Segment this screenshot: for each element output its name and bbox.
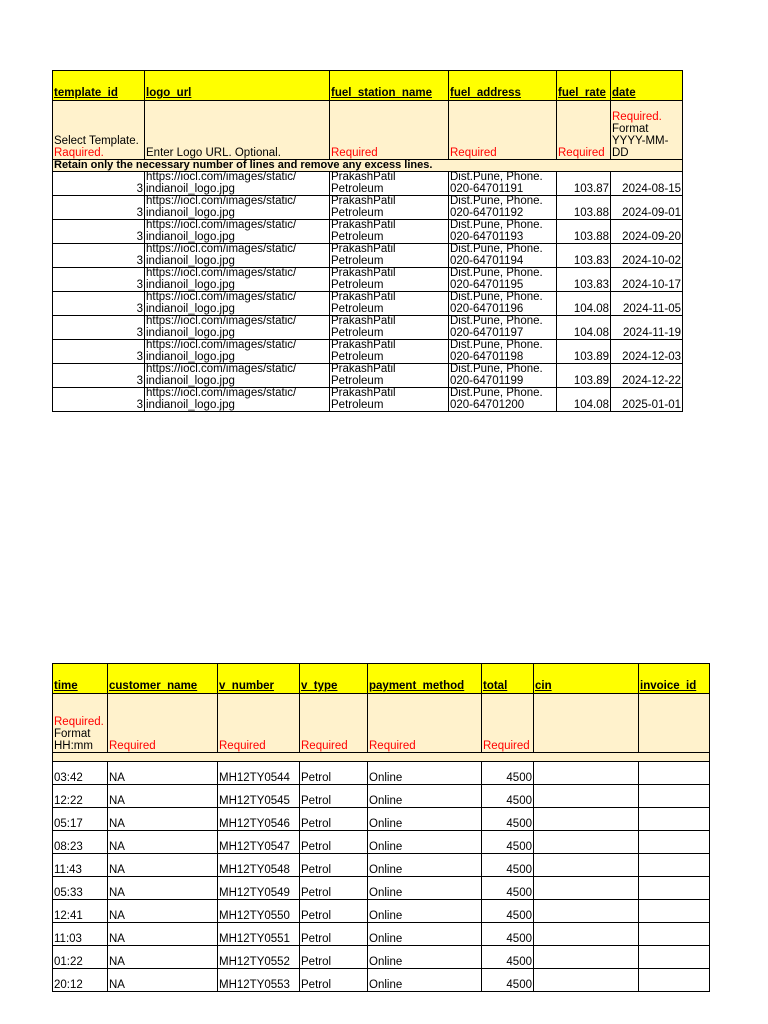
table-row (53, 854, 710, 877)
logo-url-cell[interactable]: https://iocl.com/images/static/ indianoil_logo.jpg (145, 220, 330, 244)
instruction-text: Select Template. (54, 135, 139, 147)
logo-url-instruction[interactable]: Enter Logo URL. Optional. (145, 101, 330, 160)
date-instruction[interactable] (611, 101, 683, 160)
header-fuel-rate[interactable]: fuel_rate (557, 71, 611, 101)
invoice-id-cell[interactable] (639, 969, 710, 992)
cin-cell[interactable] (534, 923, 639, 946)
payment-method-cell[interactable]: Online (368, 923, 482, 946)
header-invoice-id[interactable]: invoice_id (639, 664, 710, 694)
payment-method-cell[interactable]: Online (368, 808, 482, 831)
time-cell[interactable]: 03:42 (53, 762, 108, 785)
table-row (53, 923, 710, 946)
total-cell[interactable]: 4500 (482, 785, 534, 808)
v-type-cell[interactable]: Petrol (300, 762, 368, 785)
invoice-id-cell[interactable] (639, 877, 710, 900)
header-customer-name[interactable]: customer_name (108, 664, 218, 694)
customer-name-cell[interactable]: NA (108, 900, 218, 923)
customer-name-cell[interactable]: NA (108, 831, 218, 854)
total-cell[interactable]: 4500 (482, 923, 534, 946)
header-template-id[interactable]: template_id (53, 71, 145, 101)
header-cin[interactable]: cin (534, 664, 639, 694)
v-type-cell[interactable]: Petrol (300, 900, 368, 923)
v-type-cell[interactable]: Petrol (300, 808, 368, 831)
fuel-rate-cell[interactable]: 103.88 (557, 220, 611, 244)
payment-method-cell[interactable]: Online (368, 785, 482, 808)
v-number-cell[interactable]: MH12TY0547 (218, 831, 300, 854)
payment-method-cell[interactable]: Online (368, 831, 482, 854)
format-text: Format HH:mm (54, 728, 93, 752)
logo-url-cell[interactable]: https://iocl.com/images/static/ indianoil_logo.jpg (145, 364, 330, 388)
header-fuel-address[interactable]: fuel_address (449, 71, 557, 101)
transaction-table (52, 663, 710, 992)
v-type-instruction[interactable]: Required (300, 694, 368, 753)
table-row (53, 316, 683, 340)
v-type-cell[interactable]: Petrol (300, 923, 368, 946)
time-cell[interactable]: 11:03 (53, 923, 108, 946)
invoice-id-cell[interactable] (639, 785, 710, 808)
template-id-cell[interactable]: 3 (53, 196, 145, 220)
logo-url-cell[interactable]: https://iocl.com/images/static/ indianoil_logo.jpg (145, 172, 330, 196)
logo-url-cell[interactable]: https://iocl.com/images/static/ indianoil_logo.jpg (145, 388, 330, 412)
v-type-cell[interactable]: Petrol (300, 877, 368, 900)
fuel-station-name-cell[interactable]: PrakashPatil Petroleum (330, 388, 449, 412)
invoice-id-cell[interactable] (639, 900, 710, 923)
header-payment-method[interactable]: payment_method (368, 664, 482, 694)
fuel-rate-instruction[interactable]: Required (557, 101, 611, 160)
format-text: Format YYYY-MM-DD (612, 123, 669, 159)
header-v-type[interactable]: v_type (300, 664, 368, 694)
table-row (53, 762, 710, 785)
payment-method-cell[interactable]: Online (368, 877, 482, 900)
customer-name-cell[interactable]: NA (108, 762, 218, 785)
date-cell[interactable]: 2024-10-17 (611, 268, 683, 292)
v-type-cell[interactable]: Petrol (300, 946, 368, 969)
spacer-row (53, 753, 710, 762)
fuel-rate-cell[interactable]: 103.89 (557, 364, 611, 388)
v-number-cell[interactable]: MH12TY0549 (218, 877, 300, 900)
fuel-station-table (52, 70, 683, 412)
payment-method-cell[interactable]: Online (368, 854, 482, 877)
customer-name-cell[interactable]: NA (108, 785, 218, 808)
header-time[interactable]: time (53, 664, 108, 694)
spacer-cell (53, 753, 710, 762)
date-cell[interactable]: 2024-10-02 (611, 244, 683, 268)
date-cell[interactable]: 2024-12-22 (611, 364, 683, 388)
table-row (53, 831, 710, 854)
fuel-rate-cell[interactable]: 103.83 (557, 268, 611, 292)
v-number-cell[interactable]: MH12TY0545 (218, 785, 300, 808)
instruction-row (53, 101, 683, 160)
table-row (53, 244, 683, 268)
required-label: Required. (54, 716, 104, 728)
total-instruction[interactable]: Required (482, 694, 534, 753)
fuel-rate-cell[interactable]: 103.88 (557, 196, 611, 220)
v-number-cell[interactable]: MH12TY0553 (218, 969, 300, 992)
fuel-rate-cell[interactable]: 103.87 (557, 172, 611, 196)
date-cell[interactable]: 2024-09-20 (611, 220, 683, 244)
instruction-row (53, 694, 710, 753)
header-date[interactable]: date (611, 71, 683, 101)
required-label: Raquired. (54, 147, 104, 159)
fuel-station-name-cell[interactable]: PrakashPatil Petroleum (330, 220, 449, 244)
table-row (53, 808, 710, 831)
cin-cell[interactable] (534, 808, 639, 831)
fuel-station-name-cell[interactable]: PrakashPatil Petroleum (330, 292, 449, 316)
time-cell[interactable]: 01:22 (53, 946, 108, 969)
date-cell[interactable]: 2024-09-01 (611, 196, 683, 220)
fuel-station-name-cell[interactable]: PrakashPatil Petroleum (330, 316, 449, 340)
table-row (53, 364, 683, 388)
fuel-address-cell[interactable]: Dist.Pune, Phone. 020-64701191 (449, 172, 557, 196)
fuel-station-name-cell[interactable]: PrakashPatil Petroleum (330, 244, 449, 268)
note-row (53, 160, 683, 172)
total-cell[interactable]: 4500 (482, 969, 534, 992)
total-cell[interactable]: 4500 (482, 900, 534, 923)
fuel-rate-cell[interactable]: 104.08 (557, 316, 611, 340)
total-cell[interactable]: 4500 (482, 762, 534, 785)
fuel-station-name-instruction[interactable]: Required (330, 101, 449, 160)
template-id-cell[interactable]: 3 (53, 268, 145, 292)
logo-url-cell[interactable]: https://iocl.com/images/static/ indianoil_logo.jpg (145, 316, 330, 340)
table-row (53, 220, 683, 244)
payment-method-cell[interactable]: Online (368, 969, 482, 992)
template-id-cell[interactable]: 3 (53, 340, 145, 364)
fuel-station-name-cell[interactable]: PrakashPatil Petroleum (330, 268, 449, 292)
cin-cell[interactable] (534, 969, 639, 992)
invoice-id-cell[interactable] (639, 923, 710, 946)
cin-cell[interactable] (534, 785, 639, 808)
table-row (53, 196, 683, 220)
customer-name-cell[interactable]: NA (108, 969, 218, 992)
cin-cell[interactable] (534, 762, 639, 785)
table-row (53, 268, 683, 292)
invoice-id-cell[interactable] (639, 854, 710, 877)
header-v-number[interactable]: v_number (218, 664, 300, 694)
table-row (53, 946, 710, 969)
cin-cell[interactable] (534, 946, 639, 969)
date-cell[interactable]: 2024-11-19 (611, 316, 683, 340)
invoice-id-instruction[interactable] (639, 694, 710, 753)
v-type-cell[interactable]: Petrol (300, 969, 368, 992)
table-row (53, 877, 710, 900)
date-cell[interactable]: 2024-12-03 (611, 340, 683, 364)
template-id-cell[interactable]: 3 (53, 244, 145, 268)
fuel-address-cell[interactable]: Dist.Pune, Phone. 020-64701192 (449, 196, 557, 220)
customer-name-cell[interactable]: NA (108, 808, 218, 831)
table-row (53, 900, 710, 923)
fuel-address-cell[interactable]: Dist.Pune, Phone. 020-64701195 (449, 268, 557, 292)
header-fuel-station-name[interactable]: fuel_station_name (330, 71, 449, 101)
fuel-address-cell[interactable]: Dist.Pune, Phone. 020-64701198 (449, 340, 557, 364)
header-row (53, 71, 683, 101)
cin-cell[interactable] (534, 877, 639, 900)
customer-name-cell[interactable]: NA (108, 923, 218, 946)
table-row (53, 340, 683, 364)
payment-method-cell[interactable]: Online (368, 900, 482, 923)
fuel-station-name-cell[interactable]: PrakashPatil Petroleum (330, 172, 449, 196)
fuel-station-name-cell[interactable]: PrakashPatil Petroleum (330, 196, 449, 220)
table-row (53, 969, 710, 992)
invoice-id-cell[interactable] (639, 831, 710, 854)
header-total[interactable]: total (482, 664, 534, 694)
cin-cell[interactable] (534, 831, 639, 854)
v-number-instruction[interactable]: Required (218, 694, 300, 753)
fuel-station-name-cell[interactable]: PrakashPatil Petroleum (330, 340, 449, 364)
payment-method-instruction[interactable]: Required (368, 694, 482, 753)
date-cell[interactable]: 2024-08-15 (611, 172, 683, 196)
invoice-id-cell[interactable] (639, 762, 710, 785)
total-cell[interactable]: 4500 (482, 946, 534, 969)
v-number-cell[interactable]: MH12TY0552 (218, 946, 300, 969)
fuel-rate-cell[interactable]: 103.83 (557, 244, 611, 268)
fuel-address-cell[interactable]: Dist.Pune, Phone. 020-64701196 (449, 292, 557, 316)
time-cell[interactable]: 11:43 (53, 854, 108, 877)
fuel-station-name-cell[interactable]: PrakashPatil Petroleum (330, 364, 449, 388)
time-instruction[interactable] (53, 694, 108, 753)
fuel-address-cell[interactable]: Dist.Pune, Phone. 020-64701194 (449, 244, 557, 268)
cin-instruction[interactable] (534, 694, 639, 753)
payment-method-cell[interactable]: Online (368, 946, 482, 969)
table-row (53, 388, 683, 412)
required-label: Required. (612, 111, 662, 123)
customer-name-cell[interactable]: NA (108, 854, 218, 877)
v-type-cell[interactable]: Petrol (300, 785, 368, 808)
cin-cell[interactable] (534, 854, 639, 877)
v-type-cell[interactable]: Petrol (300, 854, 368, 877)
table-row (53, 292, 683, 316)
fuel-address-instruction[interactable]: Required (449, 101, 557, 160)
date-cell[interactable]: 2024-11-05 (611, 292, 683, 316)
time-cell[interactable]: 05:33 (53, 877, 108, 900)
v-number-cell[interactable]: MH12TY0550 (218, 900, 300, 923)
customer-name-cell[interactable]: NA (108, 877, 218, 900)
fuel-address-cell[interactable]: Dist.Pune, Phone. 020-64701199 (449, 364, 557, 388)
total-cell[interactable]: 4500 (482, 877, 534, 900)
template-id-instruction[interactable] (53, 101, 145, 160)
invoice-id-cell[interactable] (639, 946, 710, 969)
header-row (53, 664, 710, 694)
table-row (53, 172, 683, 196)
header-logo-url[interactable]: logo_url (145, 71, 330, 101)
v-number-cell[interactable]: MH12TY0546 (218, 808, 300, 831)
fuel-address-cell[interactable]: Dist.Pune, Phone. 020-64701200 (449, 388, 557, 412)
cin-cell[interactable] (534, 900, 639, 923)
payment-method-cell[interactable]: Online (368, 762, 482, 785)
template-id-cell[interactable]: 3 (53, 388, 145, 412)
logo-url-cell[interactable]: https://iocl.com/images/static/ indianoil_logo.jpg (145, 340, 330, 364)
template-id-cell[interactable]: 3 (53, 292, 145, 316)
template-id-cell[interactable]: 3 (53, 220, 145, 244)
time-cell[interactable]: 20:12 (53, 969, 108, 992)
time-cell[interactable]: 12:22 (53, 785, 108, 808)
date-cell[interactable]: 2025-01-01 (611, 388, 683, 412)
logo-url-cell[interactable]: https://iocl.com/images/static/ indianoil_logo.jpg (145, 268, 330, 292)
logo-url-cell[interactable]: https://iocl.com/images/static/ indianoil_logo.jpg (145, 196, 330, 220)
retain-lines-note: Retain only the necessary number of lines and remove any excess lines. (53, 160, 683, 172)
v-type-cell[interactable]: Petrol (300, 831, 368, 854)
total-cell[interactable]: 4500 (482, 854, 534, 877)
time-cell[interactable]: 08:23 (53, 831, 108, 854)
v-number-cell[interactable]: MH12TY0551 (218, 923, 300, 946)
template-id-cell[interactable]: 3 (53, 364, 145, 388)
logo-url-cell[interactable]: https://iocl.com/images/static/ indianoil_logo.jpg (145, 292, 330, 316)
template-id-cell[interactable]: 3 (53, 316, 145, 340)
total-cell[interactable]: 4500 (482, 831, 534, 854)
time-cell[interactable]: 12:41 (53, 900, 108, 923)
fuel-rate-cell[interactable]: 104.08 (557, 388, 611, 412)
template-id-cell[interactable]: 3 (53, 172, 145, 196)
logo-url-cell[interactable]: https://iocl.com/images/static/ indianoil_logo.jpg (145, 244, 330, 268)
customer-name-cell[interactable]: NA (108, 946, 218, 969)
fuel-address-cell[interactable]: Dist.Pune, Phone. 020-64701193 (449, 220, 557, 244)
invoice-id-cell[interactable] (639, 808, 710, 831)
customer-name-instruction[interactable]: Required (108, 694, 218, 753)
total-cell[interactable]: 4500 (482, 808, 534, 831)
fuel-rate-cell[interactable]: 103.89 (557, 340, 611, 364)
fuel-address-cell[interactable]: Dist.Pune, Phone. 020-64701197 (449, 316, 557, 340)
v-number-cell[interactable]: MH12TY0544 (218, 762, 300, 785)
v-number-cell[interactable]: MH12TY0548 (218, 854, 300, 877)
fuel-rate-cell[interactable]: 104.08 (557, 292, 611, 316)
table-row (53, 785, 710, 808)
time-cell[interactable]: 05:17 (53, 808, 108, 831)
